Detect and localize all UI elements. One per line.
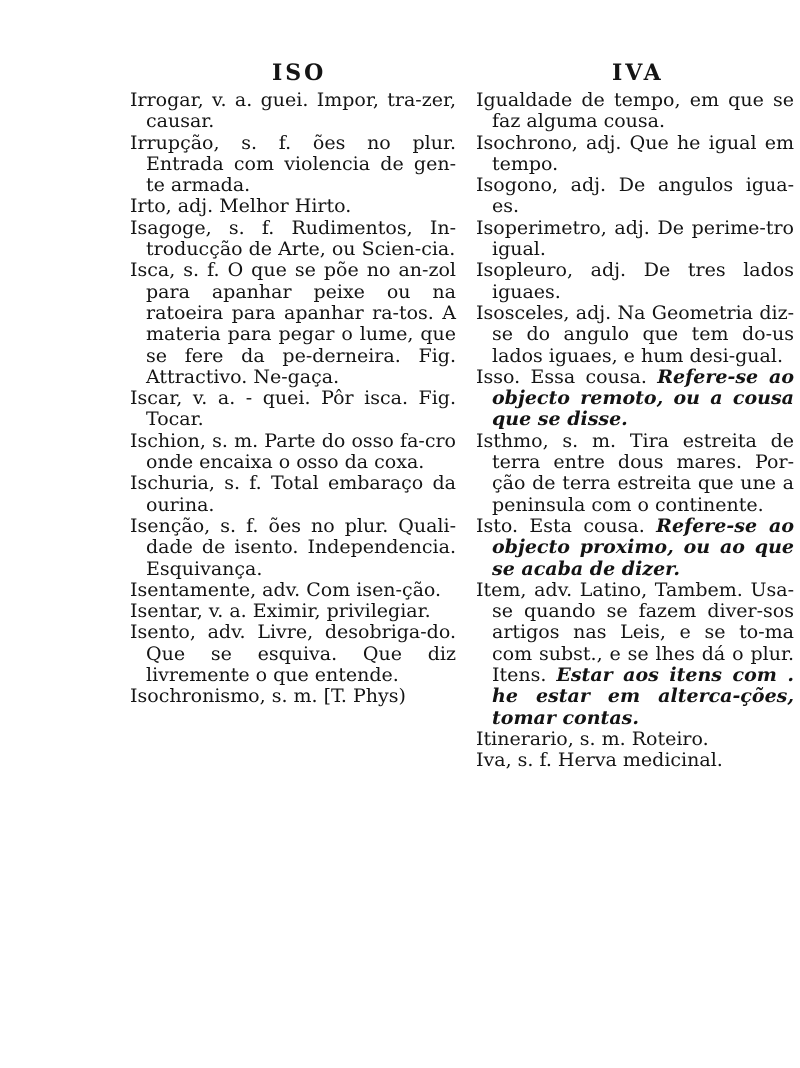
entry-definition: , s. f. ões no plur. Entrada com violencia de gen-te armada. xyxy=(146,131,456,197)
entry-definition: , s. f. O que se põe no an-zol para apanhar peixe ou na ratoeira para apanhar ra-tos. A materia para pegar o lume, que se fere da pe-derneira. Fig. Attractivo. Ne-gaça. xyxy=(146,259,456,388)
entry-headword: Isentamente xyxy=(130,578,251,601)
entry-headword: Isso xyxy=(476,365,515,388)
entry-headword: Iva xyxy=(476,749,506,772)
entry-definition: , s. m. Roteiro. xyxy=(567,727,709,750)
entry-headword: Item xyxy=(476,578,521,601)
entry-usage-note: Estar aos itens com . he estar em alterca-ções, tomar contas. xyxy=(492,664,794,729)
dictionary-entry xyxy=(476,260,794,303)
entry-definition: . Esta cousa. xyxy=(512,514,657,537)
dictionary-entry xyxy=(130,431,456,474)
entry-headword: Isochrono xyxy=(476,131,572,154)
entry-headword: Isagoge xyxy=(130,216,206,239)
dictionary-entry xyxy=(130,580,456,601)
entry-definition: , adv. Com isen-ção. xyxy=(250,578,442,601)
entry-headword: Ischion xyxy=(130,429,200,452)
entry-headword: Irrupção xyxy=(130,131,214,154)
left-column xyxy=(130,90,456,708)
right-column xyxy=(476,90,794,772)
dictionary-entry xyxy=(476,90,794,133)
entry-headword: Iscar xyxy=(130,387,177,410)
entry-definition: , adj. Que he igual em tempo. xyxy=(492,131,794,175)
entry-headword: Isopleuro xyxy=(476,259,567,282)
entry-definition: , s. m. Tira estreita de terra entre dous mares. Por-ção de terra estreita que une a peninsula com o continente. xyxy=(492,429,794,516)
entry-headword: Isenção xyxy=(130,514,205,537)
dictionary-entry xyxy=(476,750,794,771)
dictionary-entry xyxy=(476,431,794,516)
entry-definition: , s. f. Rudimentos, In-troducção de Arte, ou Scien-cia. xyxy=(146,216,456,261)
dictionary-entry xyxy=(476,133,794,176)
entry-definition: , s. f. ões no plur. Quali-dade de isento. Independencia. Esquivança. xyxy=(146,514,456,580)
entry-definition: , s. f. Total embaraço da ourina. xyxy=(146,472,456,516)
dictionary-entry xyxy=(476,367,794,431)
entry-definition: , v. a. guei. Impor, tra-zer, causar. xyxy=(146,89,456,133)
dictionary-entry xyxy=(130,686,456,707)
entry-definition: . Essa cousa. xyxy=(514,365,658,388)
entry-headword: Isca xyxy=(130,259,170,282)
entry-definition: , v. a. - quei. Pôr isca. Fig. Tocar. xyxy=(146,387,456,431)
dictionary-entry xyxy=(130,601,456,622)
entry-definition: , adj. Melhor Hirto. xyxy=(165,195,352,218)
entry-headword: Isochronismo xyxy=(130,685,260,708)
entry-headword: Itinerario xyxy=(476,727,568,750)
entry-headword: Isto xyxy=(476,514,512,537)
entry-definition: , adj. De angulos igua-es. xyxy=(492,174,794,218)
dictionary-entry xyxy=(130,388,456,431)
dictionary-entry xyxy=(130,90,456,133)
entry-definition: , adv. Livre, desobriga-do. Que se esquiva. Que diz livremente o que entende. xyxy=(146,621,456,687)
entry-definition: , s. f. Herva medicinal. xyxy=(505,749,723,772)
entry-usage-note: Refere-se ao objecto proximo, ou ao que se acaba de dizer. xyxy=(492,514,794,580)
entry-definition: , adv. Latino, Tambem. Usa-se quando se fazem diver-sos artigos nas Leis, e se to-ma com subst., e se lhes dá o plur. Itens. xyxy=(492,578,794,687)
entry-headword: Isento xyxy=(130,621,190,644)
running-head-left: ISO xyxy=(272,60,327,86)
dictionary-entry xyxy=(130,133,456,197)
running-head-right: IVA xyxy=(612,60,664,86)
dictionary-entry xyxy=(130,218,456,261)
entry-headword: Isentar xyxy=(130,600,197,623)
entry-headword: Isoperimetro xyxy=(476,216,601,239)
entry-headword: Isthmo xyxy=(476,429,543,452)
entry-definition: , adj. Na Geometria diz-se do angulo que tem do-us lados iguaes, e hum desi-gual. xyxy=(492,301,794,367)
dictionary-entry xyxy=(476,729,794,750)
entry-headword: Isosceles xyxy=(476,301,564,324)
dictionary-entry xyxy=(476,303,794,367)
entry-definition: , v. a. Eximir, privilegiar. xyxy=(196,600,431,623)
entry-definition: , s. m. [T. Phys) xyxy=(259,685,406,708)
entry-definition: , adj. De perime-tro igual. xyxy=(492,216,794,261)
entry-definition: , adj. De tres lados iguaes. xyxy=(492,259,794,303)
dictionary-entry xyxy=(476,516,794,580)
dictionary-entry xyxy=(130,622,456,686)
dictionary-entry xyxy=(476,175,794,218)
entry-definition: , s. m. Parte do osso fa-cro onde encaixa o osso da coxa. xyxy=(146,429,456,474)
entry-usage-note: Refere-se ao objecto remoto, ou a cousa que se disse. xyxy=(492,365,794,431)
entry-headword: Irrogar xyxy=(130,89,198,111)
entry-headword: Isogono xyxy=(476,174,552,197)
entry-headword: Irto xyxy=(130,195,166,218)
dictionary-entry xyxy=(476,218,794,261)
dictionary-entry xyxy=(130,516,456,580)
dictionary-entry xyxy=(130,473,456,516)
entry-headword: Ischuria xyxy=(130,472,209,495)
dictionary-entry xyxy=(476,580,794,729)
entry-definition: Igualdade de tempo, em que se faz alguma cousa. xyxy=(476,89,794,133)
dictionary-entry xyxy=(130,260,456,388)
dictionary-entry xyxy=(130,196,456,217)
